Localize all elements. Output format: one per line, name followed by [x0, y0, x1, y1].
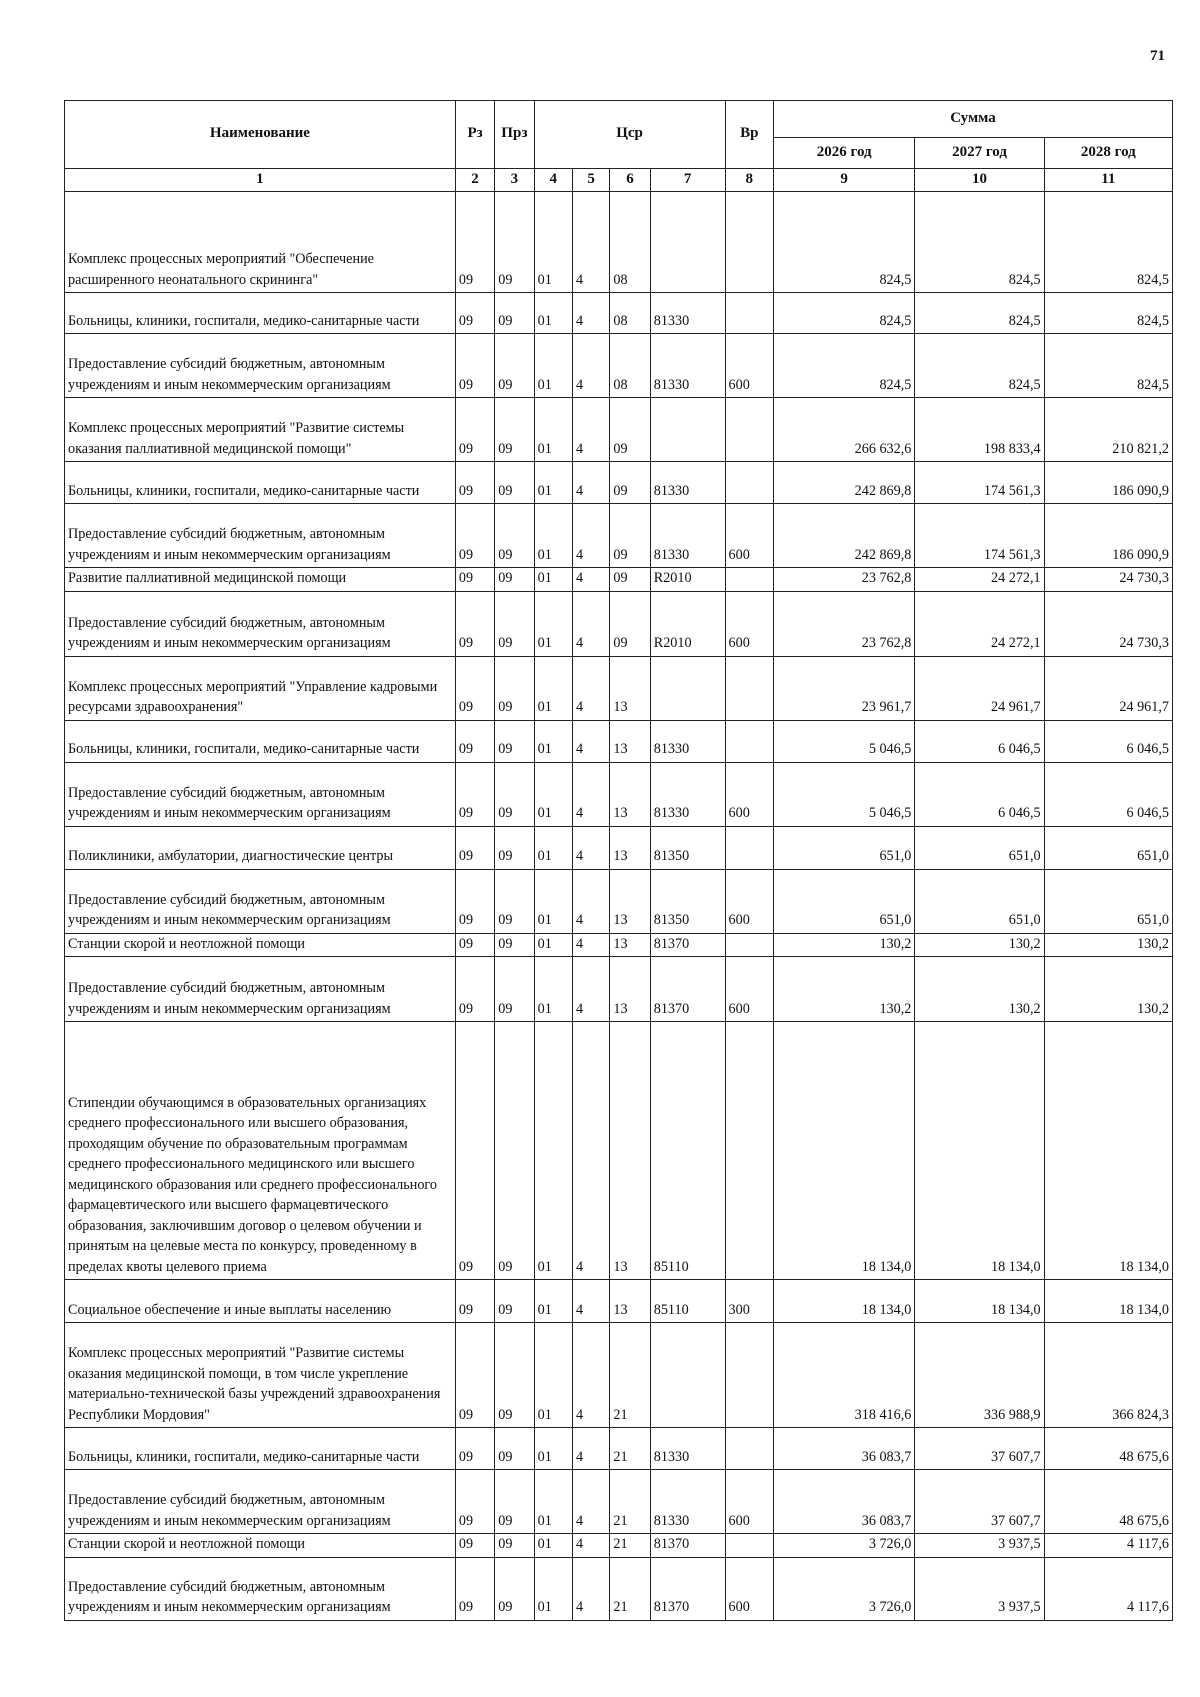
cell-csr-3: 21 — [610, 1534, 650, 1558]
cell-prz: 09 — [495, 398, 534, 462]
cell-rz: 09 — [455, 1557, 494, 1620]
table-row — [65, 957, 1173, 1022]
cell-csr-3: 21 — [610, 1470, 650, 1534]
cell-csr-1: 01 — [534, 568, 572, 592]
cell-csr-3: 13 — [610, 1280, 650, 1323]
cell-prz: 09 — [495, 762, 534, 826]
cell-vr — [725, 398, 773, 462]
cell-sum-2028: 651,0 — [1044, 869, 1172, 933]
cell-csr-4: 81330 — [650, 334, 725, 398]
cell-name: Комплекс процессных мероприятий "Развитие системы оказания паллиативной медицинской помощи" — [65, 398, 456, 462]
cell-vr — [725, 720, 773, 762]
cell-csr-4: 81350 — [650, 826, 725, 869]
cell-csr-3: 21 — [610, 1323, 650, 1428]
cell-sum-2026: 651,0 — [773, 826, 914, 869]
cell-csr-2: 4 — [572, 591, 609, 656]
table-row — [65, 1534, 1173, 1558]
table-row — [65, 1022, 1173, 1280]
cell-csr-4: 81330 — [650, 1428, 725, 1470]
cell-name: Предоставление субсидий бюджетным, автономным учреждениям и иным некоммерческим организациям — [65, 762, 456, 826]
cell-csr-4: 81370 — [650, 1534, 725, 1558]
cell-sum-2027: 651,0 — [915, 826, 1044, 869]
cell-sum-2027: 198 833,4 — [915, 398, 1044, 462]
cell-vr: 600 — [725, 504, 773, 568]
cell-sum-2026: 824,5 — [773, 192, 914, 293]
cell-csr-1: 01 — [534, 957, 572, 1022]
table-row — [65, 398, 1173, 462]
cell-prz: 09 — [495, 1280, 534, 1323]
cell-csr-3: 09 — [610, 568, 650, 592]
cell-csr-4: 81370 — [650, 933, 725, 957]
cell-name: Предоставление субсидий бюджетным, автономным учреждениям и иным некоммерческим организациям — [65, 957, 456, 1022]
table-body — [65, 192, 1173, 1621]
header-summa: Сумма — [773, 101, 1172, 138]
cell-csr-2: 4 — [572, 1280, 609, 1323]
cell-csr-2: 4 — [572, 957, 609, 1022]
cell-prz: 09 — [495, 568, 534, 592]
cell-sum-2027: 3 937,5 — [915, 1557, 1044, 1620]
cell-vr — [725, 1022, 773, 1280]
cell-csr-1: 01 — [534, 1534, 572, 1558]
cell-vr: 600 — [725, 1470, 773, 1534]
cell-sum-2028: 24 961,7 — [1044, 656, 1172, 720]
cell-name: Развитие паллиативной медицинской помощи — [65, 568, 456, 592]
cell-sum-2026: 3 726,0 — [773, 1557, 914, 1620]
cell-sum-2026: 36 083,7 — [773, 1470, 914, 1534]
cell-rz: 09 — [455, 933, 494, 957]
header-vr: Вр — [725, 101, 773, 169]
header-csr: Цср — [534, 101, 725, 169]
cell-sum-2028: 824,5 — [1044, 293, 1172, 334]
header-prz: Прз — [495, 101, 534, 169]
cell-vr — [725, 1323, 773, 1428]
cell-sum-2027: 824,5 — [915, 293, 1044, 334]
cell-csr-3: 08 — [610, 192, 650, 293]
cell-sum-2026: 242 869,8 — [773, 462, 914, 504]
cell-sum-2028: 130,2 — [1044, 957, 1172, 1022]
cell-csr-2: 4 — [572, 933, 609, 957]
cell-prz: 09 — [495, 1557, 534, 1620]
cell-csr-4: 81330 — [650, 1470, 725, 1534]
cell-name: Предоставление субсидий бюджетным, автономным учреждениям и иным некоммерческим организациям — [65, 591, 456, 656]
cell-name: Предоставление субсидий бюджетным, автономным учреждениям и иным некоммерческим организациям — [65, 334, 456, 398]
table-row — [65, 762, 1173, 826]
cell-prz: 09 — [495, 869, 534, 933]
cell-rz: 09 — [455, 334, 494, 398]
cell-csr-3: 09 — [610, 398, 650, 462]
cell-vr — [725, 192, 773, 293]
cell-sum-2026: 318 416,6 — [773, 1323, 914, 1428]
cell-sum-2026: 3 726,0 — [773, 1534, 914, 1558]
table-row — [65, 293, 1173, 334]
cell-sum-2028: 48 675,6 — [1044, 1470, 1172, 1534]
cell-prz: 09 — [495, 1323, 534, 1428]
cell-csr-2: 4 — [572, 720, 609, 762]
cell-prz: 09 — [495, 826, 534, 869]
table-row — [65, 1557, 1173, 1620]
cell-sum-2026: 23 762,8 — [773, 568, 914, 592]
table-row — [65, 826, 1173, 869]
cell-csr-2: 4 — [572, 334, 609, 398]
table-row — [65, 1470, 1173, 1534]
cell-csr-2: 4 — [572, 762, 609, 826]
cell-vr — [725, 826, 773, 869]
cell-vr: 600 — [725, 957, 773, 1022]
cell-sum-2028: 18 134,0 — [1044, 1280, 1172, 1323]
cell-csr-2: 4 — [572, 504, 609, 568]
cell-vr: 300 — [725, 1280, 773, 1323]
cell-rz: 09 — [455, 1323, 494, 1428]
cell-sum-2028: 4 117,6 — [1044, 1557, 1172, 1620]
cell-csr-4: 81330 — [650, 293, 725, 334]
cell-rz: 09 — [455, 1534, 494, 1558]
cell-csr-2: 4 — [572, 826, 609, 869]
cell-name: Станции скорой и неотложной помощи — [65, 1534, 456, 1558]
header-name: Наименование — [65, 101, 456, 169]
cell-csr-4: R2010 — [650, 568, 725, 592]
table-row — [65, 462, 1173, 504]
cell-sum-2028: 18 134,0 — [1044, 1022, 1172, 1280]
cell-csr-4: 81350 — [650, 869, 725, 933]
cell-csr-1: 01 — [534, 1022, 572, 1280]
cell-sum-2028: 6 046,5 — [1044, 720, 1172, 762]
budget-table — [64, 100, 1173, 1621]
cell-csr-4: 81370 — [650, 957, 725, 1022]
col-number: 11 — [1044, 169, 1172, 192]
cell-rz: 09 — [455, 826, 494, 869]
col-number: 10 — [915, 169, 1044, 192]
cell-csr-1: 01 — [534, 462, 572, 504]
cell-sum-2026: 23 762,8 — [773, 591, 914, 656]
cell-sum-2028: 24 730,3 — [1044, 591, 1172, 656]
cell-csr-3: 13 — [610, 933, 650, 957]
cell-rz: 09 — [455, 1280, 494, 1323]
cell-sum-2027: 24 272,1 — [915, 568, 1044, 592]
cell-rz: 09 — [455, 1022, 494, 1280]
cell-csr-2: 4 — [572, 1470, 609, 1534]
cell-prz: 09 — [495, 462, 534, 504]
cell-sum-2026: 651,0 — [773, 869, 914, 933]
table-row — [65, 1428, 1173, 1470]
cell-sum-2027: 651,0 — [915, 869, 1044, 933]
cell-vr: 600 — [725, 869, 773, 933]
cell-sum-2028: 48 675,6 — [1044, 1428, 1172, 1470]
cell-prz: 09 — [495, 1534, 534, 1558]
cell-sum-2027: 24 272,1 — [915, 591, 1044, 656]
cell-prz: 09 — [495, 1022, 534, 1280]
cell-prz: 09 — [495, 591, 534, 656]
cell-sum-2027: 824,5 — [915, 334, 1044, 398]
cell-sum-2026: 5 046,5 — [773, 762, 914, 826]
cell-csr-2: 4 — [572, 1022, 609, 1280]
col-number: 2 — [455, 169, 494, 192]
cell-csr-2: 4 — [572, 192, 609, 293]
cell-csr-2: 4 — [572, 398, 609, 462]
cell-vr — [725, 293, 773, 334]
cell-csr-1: 01 — [534, 591, 572, 656]
cell-sum-2028: 6 046,5 — [1044, 762, 1172, 826]
cell-name: Станции скорой и неотложной помощи — [65, 933, 456, 957]
cell-name: Больницы, клиники, госпитали, медико-санитарные части — [65, 720, 456, 762]
cell-csr-4: 85110 — [650, 1022, 725, 1280]
cell-rz: 09 — [455, 656, 494, 720]
cell-sum-2026: 824,5 — [773, 334, 914, 398]
cell-csr-1: 01 — [534, 192, 572, 293]
table-row — [65, 334, 1173, 398]
cell-vr — [725, 1428, 773, 1470]
cell-sum-2026: 130,2 — [773, 933, 914, 957]
cell-vr — [725, 568, 773, 592]
cell-csr-3: 21 — [610, 1557, 650, 1620]
col-number: 5 — [572, 169, 609, 192]
cell-csr-4: R2010 — [650, 591, 725, 656]
table-row — [65, 504, 1173, 568]
table-row — [65, 1280, 1173, 1323]
cell-csr-3: 13 — [610, 656, 650, 720]
cell-csr-4 — [650, 656, 725, 720]
cell-csr-1: 01 — [534, 762, 572, 826]
col-number: 3 — [495, 169, 534, 192]
cell-vr — [725, 1534, 773, 1558]
cell-prz: 09 — [495, 933, 534, 957]
cell-csr-3: 13 — [610, 762, 650, 826]
cell-name: Стипендии обучающимся в образовательных организациях среднего профессионального или высшего образования, проходящим обучение по образовательным программам среднего профессионального медицинского или высшего медицинского образования или среднего профессионального фармацевтического или высшего фармацевтического образования, заключившим договор о целевом обучении и принятым на целевые места по конкурсу, проведенному в пределах квоты целевого приема — [65, 1022, 456, 1280]
cell-csr-1: 01 — [534, 334, 572, 398]
cell-rz: 09 — [455, 1470, 494, 1534]
cell-sum-2026: 824,5 — [773, 293, 914, 334]
cell-rz: 09 — [455, 762, 494, 826]
cell-rz: 09 — [455, 1428, 494, 1470]
table-row — [65, 656, 1173, 720]
cell-sum-2027: 130,2 — [915, 957, 1044, 1022]
header-year-2028: 2028 год — [1044, 138, 1172, 169]
cell-sum-2027: 24 961,7 — [915, 656, 1044, 720]
cell-sum-2027: 336 988,9 — [915, 1323, 1044, 1428]
cell-csr-3: 13 — [610, 957, 650, 1022]
col-number: 9 — [773, 169, 914, 192]
cell-name: Комплекс процессных мероприятий "Обеспечение расширенного неонатального скрининга" — [65, 192, 456, 293]
cell-sum-2026: 5 046,5 — [773, 720, 914, 762]
page-number: 71 — [1150, 48, 1165, 64]
cell-sum-2027: 37 607,7 — [915, 1470, 1044, 1534]
col-number: 6 — [610, 169, 650, 192]
cell-vr: 600 — [725, 334, 773, 398]
cell-sum-2026: 18 134,0 — [773, 1022, 914, 1280]
cell-name: Поликлиники, амбулатории, диагностические центры — [65, 826, 456, 869]
cell-prz: 09 — [495, 957, 534, 1022]
cell-sum-2028: 186 090,9 — [1044, 462, 1172, 504]
cell-rz: 09 — [455, 504, 494, 568]
col-number: 8 — [725, 169, 773, 192]
cell-name: Предоставление субсидий бюджетным, автономным учреждениям и иным некоммерческим организациям — [65, 1557, 456, 1620]
cell-sum-2027: 6 046,5 — [915, 720, 1044, 762]
cell-csr-4: 81330 — [650, 720, 725, 762]
cell-csr-2: 4 — [572, 1428, 609, 1470]
cell-sum-2026: 266 632,6 — [773, 398, 914, 462]
col-number: 7 — [650, 169, 725, 192]
cell-vr: 600 — [725, 591, 773, 656]
cell-rz: 09 — [455, 192, 494, 293]
cell-sum-2028: 130,2 — [1044, 933, 1172, 957]
cell-csr-2: 4 — [572, 1557, 609, 1620]
cell-name: Предоставление субсидий бюджетным, автономным учреждениям и иным некоммерческим организациям — [65, 1470, 456, 1534]
cell-sum-2027: 174 561,3 — [915, 504, 1044, 568]
cell-name: Больницы, клиники, госпитали, медико-санитарные части — [65, 1428, 456, 1470]
table-row — [65, 192, 1173, 293]
cell-rz: 09 — [455, 293, 494, 334]
header-year-2026: 2026 год — [773, 138, 914, 169]
cell-sum-2027: 18 134,0 — [915, 1280, 1044, 1323]
cell-sum-2026: 242 869,8 — [773, 504, 914, 568]
cell-csr-4: 85110 — [650, 1280, 725, 1323]
cell-csr-4 — [650, 192, 725, 293]
cell-csr-2: 4 — [572, 462, 609, 504]
cell-sum-2028: 824,5 — [1044, 192, 1172, 293]
cell-csr-1: 01 — [534, 1428, 572, 1470]
cell-rz: 09 — [455, 591, 494, 656]
cell-csr-4: 81330 — [650, 462, 725, 504]
cell-prz: 09 — [495, 1470, 534, 1534]
cell-csr-4: 81330 — [650, 762, 725, 826]
cell-prz: 09 — [495, 192, 534, 293]
cell-csr-2: 4 — [572, 1534, 609, 1558]
cell-csr-2: 4 — [572, 656, 609, 720]
cell-rz: 09 — [455, 720, 494, 762]
table-row — [65, 720, 1173, 762]
cell-csr-3: 09 — [610, 462, 650, 504]
cell-sum-2028: 186 090,9 — [1044, 504, 1172, 568]
cell-sum-2026: 23 961,7 — [773, 656, 914, 720]
cell-vr — [725, 656, 773, 720]
cell-sum-2027: 824,5 — [915, 192, 1044, 293]
col-number: 4 — [534, 169, 572, 192]
cell-sum-2027: 6 046,5 — [915, 762, 1044, 826]
table-row — [65, 869, 1173, 933]
cell-csr-2: 4 — [572, 293, 609, 334]
cell-vr — [725, 462, 773, 504]
cell-csr-4 — [650, 398, 725, 462]
cell-sum-2026: 18 134,0 — [773, 1280, 914, 1323]
cell-sum-2027: 130,2 — [915, 933, 1044, 957]
cell-csr-1: 01 — [534, 1280, 572, 1323]
cell-csr-3: 21 — [610, 1428, 650, 1470]
cell-csr-4: 81330 — [650, 504, 725, 568]
cell-csr-1: 01 — [534, 933, 572, 957]
cell-prz: 09 — [495, 656, 534, 720]
cell-sum-2027: 37 607,7 — [915, 1428, 1044, 1470]
cell-prz: 09 — [495, 334, 534, 398]
cell-csr-1: 01 — [534, 869, 572, 933]
cell-csr-3: 08 — [610, 293, 650, 334]
cell-prz: 09 — [495, 504, 534, 568]
cell-sum-2028: 210 821,2 — [1044, 398, 1172, 462]
cell-sum-2027: 3 937,5 — [915, 1534, 1044, 1558]
cell-csr-1: 01 — [534, 826, 572, 869]
table-row — [65, 933, 1173, 957]
cell-sum-2026: 36 083,7 — [773, 1428, 914, 1470]
cell-sum-2028: 24 730,3 — [1044, 568, 1172, 592]
cell-name: Больницы, клиники, госпитали, медико-санитарные части — [65, 293, 456, 334]
cell-prz: 09 — [495, 293, 534, 334]
cell-csr-3: 13 — [610, 1022, 650, 1280]
cell-sum-2028: 4 117,6 — [1044, 1534, 1172, 1558]
table-row — [65, 591, 1173, 656]
cell-name: Комплекс процессных мероприятий "Управление кадровыми ресурсами здравоохранения" — [65, 656, 456, 720]
cell-vr: 600 — [725, 762, 773, 826]
cell-csr-2: 4 — [572, 869, 609, 933]
table-row — [65, 1323, 1173, 1428]
cell-sum-2028: 651,0 — [1044, 826, 1172, 869]
cell-csr-4 — [650, 1323, 725, 1428]
cell-vr: 600 — [725, 1557, 773, 1620]
cell-csr-1: 01 — [534, 293, 572, 334]
cell-prz: 09 — [495, 1428, 534, 1470]
header-rz: Рз — [455, 101, 494, 169]
header-year-2027: 2027 год — [915, 138, 1044, 169]
cell-csr-1: 01 — [534, 720, 572, 762]
cell-csr-3: 09 — [610, 504, 650, 568]
cell-csr-1: 01 — [534, 1557, 572, 1620]
cell-csr-1: 01 — [534, 656, 572, 720]
cell-rz: 09 — [455, 398, 494, 462]
cell-rz: 09 — [455, 957, 494, 1022]
cell-prz: 09 — [495, 720, 534, 762]
cell-sum-2028: 366 824,3 — [1044, 1323, 1172, 1428]
cell-csr-1: 01 — [534, 398, 572, 462]
cell-csr-1: 01 — [534, 1323, 572, 1428]
cell-csr-3: 13 — [610, 720, 650, 762]
col-number: 1 — [65, 169, 456, 192]
cell-csr-3: 09 — [610, 591, 650, 656]
cell-sum-2028: 824,5 — [1044, 334, 1172, 398]
cell-csr-4: 81370 — [650, 1557, 725, 1620]
cell-name: Социальное обеспечение и иные выплаты населению — [65, 1280, 456, 1323]
cell-sum-2026: 130,2 — [773, 957, 914, 1022]
table-row — [65, 568, 1173, 592]
cell-csr-3: 13 — [610, 869, 650, 933]
cell-name: Больницы, клиники, госпитали, медико-санитарные части — [65, 462, 456, 504]
cell-csr-2: 4 — [572, 568, 609, 592]
cell-rz: 09 — [455, 568, 494, 592]
cell-sum-2027: 18 134,0 — [915, 1022, 1044, 1280]
cell-name: Комплекс процессных мероприятий "Развитие системы оказания медицинской помощи, в том числе укрепление материально-технической базы учреждений здравоохранения Республики Мордовия" — [65, 1323, 456, 1428]
cell-sum-2027: 174 561,3 — [915, 462, 1044, 504]
cell-name: Предоставление субсидий бюджетным, автономным учреждениям и иным некоммерческим организациям — [65, 869, 456, 933]
cell-csr-1: 01 — [534, 504, 572, 568]
cell-csr-2: 4 — [572, 1323, 609, 1428]
cell-rz: 09 — [455, 462, 494, 504]
cell-csr-3: 13 — [610, 826, 650, 869]
cell-csr-3: 08 — [610, 334, 650, 398]
cell-vr — [725, 933, 773, 957]
cell-csr-1: 01 — [534, 1470, 572, 1534]
cell-name: Предоставление субсидий бюджетным, автономным учреждениям и иным некоммерческим организациям — [65, 504, 456, 568]
cell-rz: 09 — [455, 869, 494, 933]
